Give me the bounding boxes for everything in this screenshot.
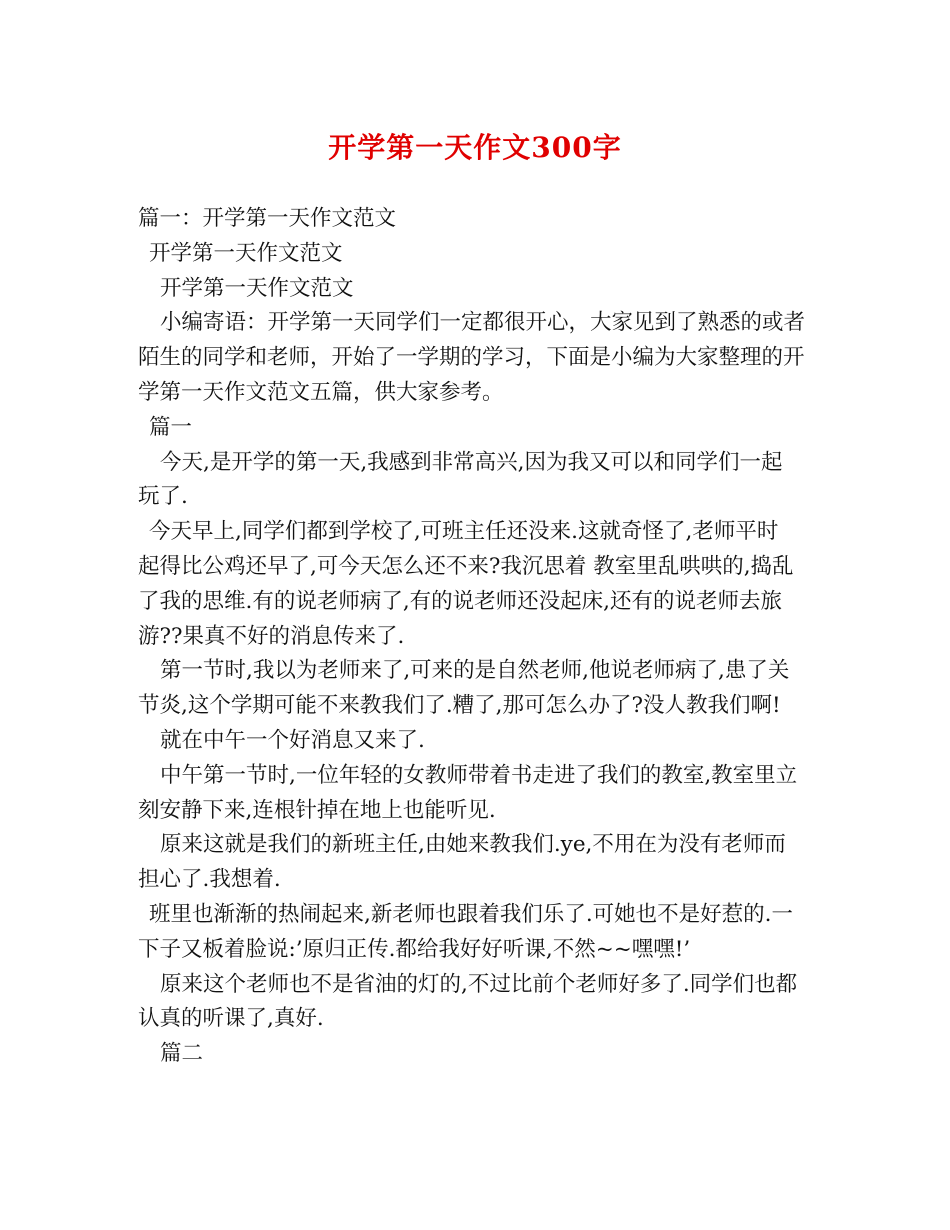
paragraph-line: 陌生的同学和老师，开始了一学期的学习，下面是小编为大家整理的开 bbox=[138, 345, 805, 371]
paragraph-line: 今天,是开学的第一天,我感到非常高兴,因为我又可以和同学们一起 bbox=[160, 449, 783, 475]
section-heading: 篇二 bbox=[160, 1041, 204, 1067]
document-title: 开学第一天作文300字 bbox=[328, 131, 622, 164]
paragraph-line: 玩了. bbox=[138, 484, 188, 510]
paragraph-line: 游??果真不好的消息传来了. bbox=[138, 623, 405, 649]
paragraph-line: 了我的思维.有的说老师病了,有的说老师还没起床,还有的说老师去旅 bbox=[138, 588, 783, 614]
paragraph-line: 刻安静下来,连根针掉在地上也能听见. bbox=[138, 797, 496, 823]
subheading: 开学第一天作文范文 bbox=[149, 240, 343, 266]
section-heading: 篇一：开学第一天作文范文 bbox=[138, 206, 397, 231]
paragraph-line: 原来这就是我们的新班主任,由她来教我们.ye,不用在为没有老师而 bbox=[160, 832, 786, 858]
subheading: 开学第一天作文范文 bbox=[160, 275, 354, 301]
document-body bbox=[138, 202, 814, 1072]
paragraph-line: 学第一天作文范文五篇，供大家参考。 bbox=[138, 379, 504, 405]
paragraph-line: 就在中午一个好消息又来了. bbox=[160, 727, 425, 753]
paragraph-line: 第一节时,我以为老师来了,可来的是自然老师,他说老师病了,患了关 bbox=[160, 658, 790, 684]
paragraph-line: 班里也渐渐的热闹起来,新老师也跟着我们乐了.可她也不是好惹的.一 bbox=[149, 901, 794, 927]
paragraph-line: 小编寄语：开学第一天同学们一定都很开心，大家见到了熟悉的或者 bbox=[160, 310, 806, 336]
paragraph-line: 节炎,这个学期可能不来教我们了.糟了,那可怎么办了?没人教我们啊! bbox=[138, 693, 781, 719]
paragraph-line: 担心了.我想着. bbox=[138, 867, 281, 893]
paragraph-line: 起得比公鸡还早了,可今天怎么还不来?我沉思着 教室里乱哄哄的,捣乱 bbox=[138, 553, 794, 579]
section-heading: 篇一 bbox=[149, 414, 193, 440]
paragraph-line: 今天早上,同学们都到学校了,可班主任还没来.这就奇怪了,老师平时 bbox=[149, 519, 779, 545]
paragraph-line: 原来这个老师也不是省油的灯的,不过比前个老师好多了.同学们也都 bbox=[160, 971, 798, 997]
paragraph-line: 认真的听课了,真好. bbox=[138, 1006, 324, 1032]
paragraph-line: 下子又板着脸说:’原归正传.都给我好好听课,不然~~嘿嘿!’ bbox=[138, 936, 691, 962]
paragraph-line: 中午第一节时,一位年轻的女教师带着书走进了我们的教室,教室里立 bbox=[160, 762, 798, 788]
